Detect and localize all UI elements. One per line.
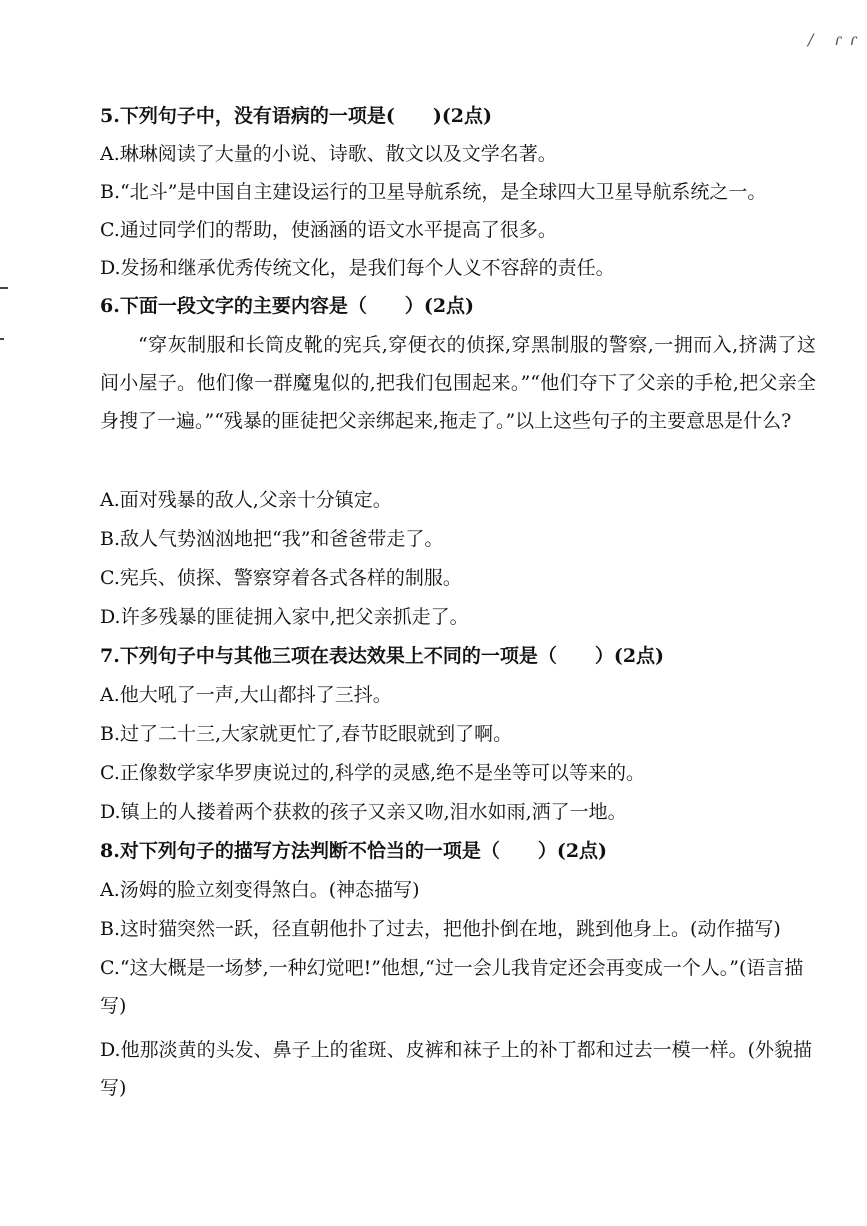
question-5-option-b: B.“北斗”是中国自主建设运行的卫星导航系统，是全球四大卫星导航系统之一。: [100, 181, 767, 203]
question-6-passage: “穿灰制服和长筒皮靴的宪兵,穿便衣的侦探,穿黑制服的警察,一拥而入,挤满了这间小屋子。他们像一群魔鬼似的,把我们包围起来。”“他们夺下了父亲的手枪,把父亲全身搜了一遍。”“残暴的匪徒把父亲绑起来,拖走了。”以上这些句子的主要意思是什么?: [100, 334, 816, 432]
scan-corner-marks: / ɾɾ: [808, 30, 865, 49]
question-8-option-b: B.这时猫突然一跃，径直朝他扑了过去，把他扑倒在地，跳到他身上。(动作描写): [100, 918, 781, 940]
question-7-option-b: B.过了二十三,大家就更忙了,春节眨眼就到了啊。: [100, 723, 513, 745]
question-7-option-d: D.镇上的人搂着两个获救的孩子又亲又吻,泪水如雨,洒了一地。: [100, 801, 627, 823]
question-8-stem: 8.对下列句子的描写方法判断不恰当的一项是（ ）(2点): [100, 840, 608, 862]
question-8-option-d: D.他那淡黄的头发、鼻子上的雀斑、皮裤和袜子上的补丁都和过去一模一样。(外貌描写): [100, 1039, 813, 1099]
question-6-option-a: A.面对残暴的敌人,父亲十分镇定。: [100, 489, 392, 511]
question-8-option-c: C.“这大概是一场梦,一种幻觉吧!”他想,“过一会儿我肯定还会再变成一个人。”(语言描写): [100, 957, 804, 1017]
question-8-option-a: A.汤姆的脸立刻变得煞白。(神态描写): [100, 879, 420, 901]
question-7-stem: 7.下列句子中与其他三项在表达效果上不同的一项是（ ）(2点): [100, 645, 665, 667]
question-6-stem: 6.下面一段文字的主要内容是（ ）(2点): [100, 295, 475, 317]
scan-edge-mark: [0, 287, 8, 289]
question-5-option-a: A.琳琳阅读了大量的小说、诗歌、散文以及文学名著。: [100, 143, 557, 165]
question-7-option-a: A.他大吼了一声,大山都抖了三抖。: [100, 684, 392, 706]
question-5-option-d: D.发扬和继承优秀传统文化，是我们每个人义不容辞的责任。: [100, 257, 615, 279]
question-6-option-d: D.许多残暴的匪徒拥入家中,把父亲抓走了。: [100, 606, 469, 628]
question-7-option-c: C.正像数学家华罗庚说过的,科学的灵感,绝不是坐等可以等来的。: [100, 762, 645, 784]
question-5-stem: 5.下列句子中，没有语病的一项是( )(2点): [100, 105, 493, 127]
question-6-option-b: B.敌人气势汹汹地把“我”和爸爸带走了。: [100, 528, 444, 550]
scan-edge-mark: [0, 338, 4, 340]
question-6-option-c: C.宪兵、侦探、警察穿着各式各样的制服。: [100, 567, 462, 589]
question-5-option-c: C.通过同学们的帮助，使涵涵的语文水平提高了很多。: [100, 219, 557, 241]
